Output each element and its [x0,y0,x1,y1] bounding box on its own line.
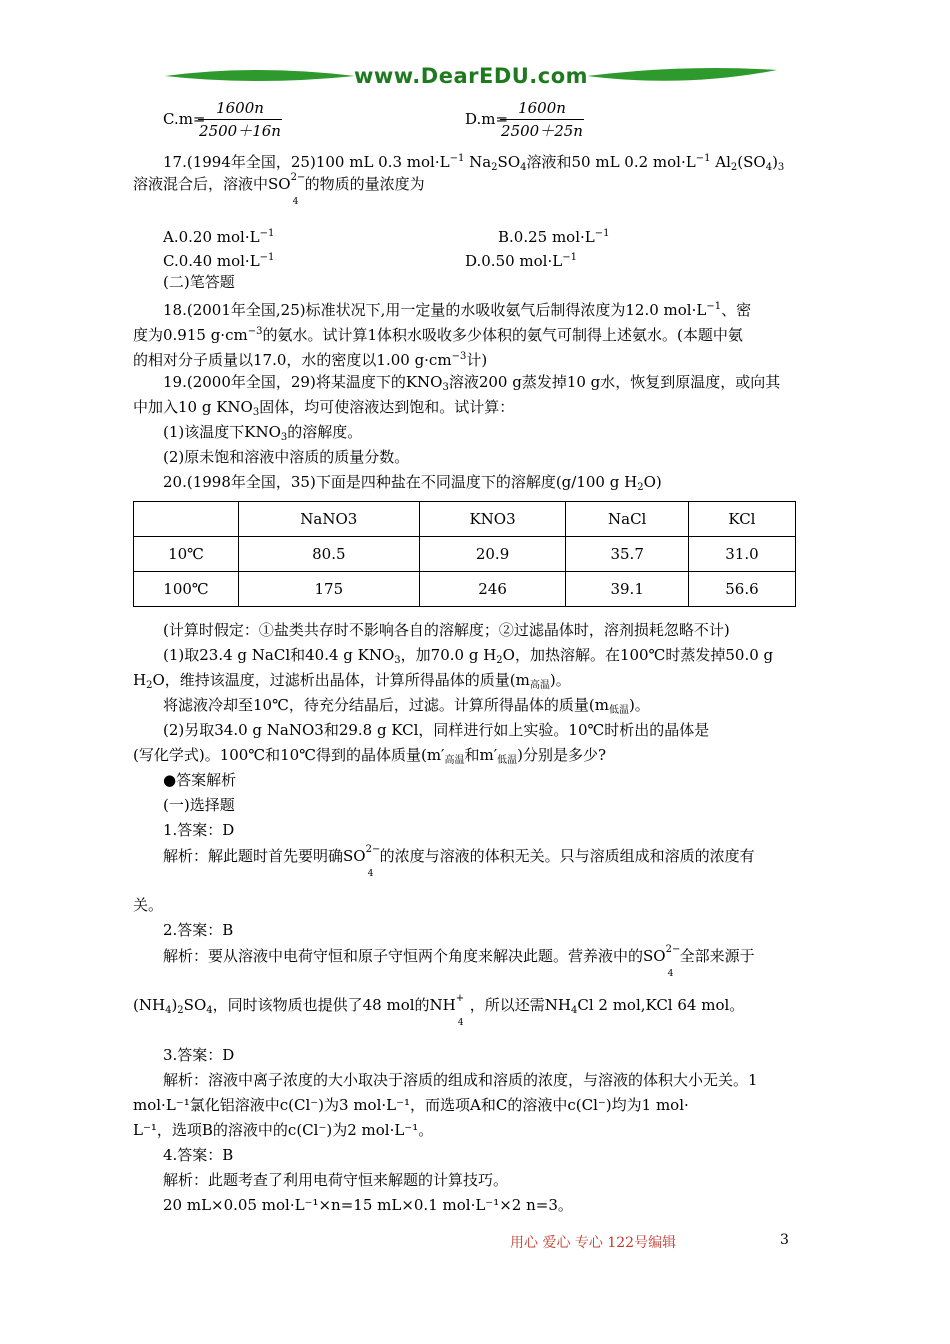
site-title[interactable]: www.DearEDU.com [353,64,589,88]
table-cell: 80.5 [239,537,420,572]
table-row [134,537,796,572]
option-c-label: C.m= [163,110,206,128]
footer-text: 用心 爱心 专心 122号编辑 [510,1235,677,1251]
answer-1: 1.答案：D [163,821,235,839]
q20-part2-line2: (写化学式)。100℃和10℃得到的晶体质量($m'_{高温}$和$m'_{低温}$)分别是多少? [133,746,607,766]
answer-3: 3.答案：D [163,1046,235,1064]
table-header-cell: KNO3 [419,502,566,537]
section-written-heading: (二)笔答题 [163,273,235,291]
table-cell: 246 [419,572,566,607]
solubility-table [133,501,796,607]
q20-part1-line3: 将滤液冷却至10℃，待充分结晶后，过滤。计算所得晶体的质量$(m_{低温})$。 [163,696,650,716]
option-c-fraction: 1600n 2500＋16n [199,99,281,140]
answer-2: 2.答案：B [163,921,234,939]
table-cell: 31.0 [688,537,795,572]
answer-4-explanation-2: 20 mL×0.05 mol·L⁻¹×n=15 mL×0.1 mol·L⁻¹×2 n=3。 [163,1196,573,1214]
table-header-cell: KCl [688,502,795,537]
q20-assumption: (计算时假定：①盐类共存时不影响各自的溶解度；②过滤晶体时，溶剂损耗忽略不计) [163,621,730,639]
option-d-label: D.m= [465,110,509,128]
table-header-cell: NaCl [566,502,688,537]
q18-line1: 18.(2001年全国,25)标准状况下,用一定量的水吸收氨气后制得浓度为12.0 $mol\cdot L^{-1}$、密 [163,301,752,319]
table-header-cell [134,502,239,537]
q20-title: 20.(1998年全国，35)下面是四种盐在不同温度下的溶解度(g/100 g $H_2O$) [163,473,662,493]
option-d-fraction: 1600n 2500＋25n [501,99,583,140]
answer-1-explanation: 解析：解此题时首先要明确SO 2− 4 的浓度与溶液的体积无关。只与溶质组成和溶质的浓度有 [163,844,755,879]
q19-part2: (2)原未饱和溶液中溶质的质量分数。 [163,448,410,466]
q19-line1: 19.(2000年全国，29)将某温度下的$KNO_3$溶液200 g蒸发掉10 g水，恢复到原温度，或向其 [163,373,781,393]
answer-4-explanation-1: 解析：此题考查了利用电荷守恒来解题的计算技巧。 [163,1171,509,1189]
q17-option-a: A.0.20 $mol\cdot L^{-1}$ [163,228,275,246]
q18-line2: 度为0.915 $g\cdot cm^{-3}$的氨水。试计算1体积水吸收多少体积的氨气可制得上述氨水。(本题中氨 [133,326,743,344]
table-cell: 39.1 [566,572,688,607]
table-cell: 56.6 [688,572,795,607]
q17-line1: 17.(1994年全国，25)100 mL 0.3 $mol\cdot L^{-1}$ $Na_2SO_4$溶液和50 mL 0.2 $mol\cdot L^{-1}$ $Al_2(SO_4)_3$ [163,153,785,173]
site-header [165,62,777,96]
table-cell: 100℃ [134,572,239,607]
answers-heading: ●答案解析 [163,771,237,789]
answers-section1: (一)选择题 [163,796,235,814]
answer-3-explanation-3: L⁻¹，选项B的溶液中的c(Cl⁻)为2 mol·L⁻¹。 [133,1121,434,1139]
q17-option-c: C.0.40 $mol\cdot L^{-1}$ [163,252,275,270]
q20-part1-line2: $H_2O$，维持该温度，过滤析出晶体，计算所得晶体的质量$(m_{高温})$。 [133,671,571,691]
answer-2-explanation-cont: $(NH_4)_2SO_4$，同时该物质也提供了48 mol的NH + 4 ，所以还需$NH_4Cl$ 2 mol,KCl 64 mol。 [133,993,745,1028]
answer-2-explanation: 解析：要从溶液中电荷守恒和原子守恒两个角度来解决此题。营养液中的SO 2− 4 全部来源于 [163,944,755,979]
q17-option-b: B.0.25 $mol\cdot L^{-1}$ [498,228,610,246]
q18-line3: 的相对分子质量以17.0，水的密度以1.00 $g\cdot cm^{-3}$计) [133,351,488,369]
q20-part1-line1: (1)取23.4 g NaCl和40.4 g $KNO_3$，加70.0 g $H_2O$，加热溶解。在100℃时蒸发掉50.0 g [163,646,774,666]
q17-line2: 溶液混合后，溶液中SO 2− 4 的物质的量浓度为 [133,172,425,207]
table-row [134,572,796,607]
table-cell: 20.9 [419,537,566,572]
table-cell: 175 [239,572,420,607]
answer-3-explanation-1: 解析：溶液中离子浓度的大小取决于溶质的组成和溶质的浓度，与溶液的体积大小无关。1 [163,1071,758,1089]
answer-1-explanation-cont: 关。 [133,896,164,914]
page-number: 3 [780,1232,789,1248]
q17-option-d: D.0.50 $mol\cdot L^{-1}$ [465,252,577,270]
table-cell: 35.7 [566,537,688,572]
q19-part1: (1)该温度下$KNO_3$的溶解度。 [163,423,363,443]
answer-4: 4.答案：B [163,1146,234,1164]
table-header-row [134,502,796,537]
q20-part2-line1: (2)另取34.0 g NaNO3和29.8 g KCl，同样进行如上实验。10℃时析出的晶体是 [163,721,710,739]
q19-line2: 中加入10 g $KNO_3$固体，均可使溶液达到饱和。试计算： [133,398,515,418]
table-header-cell: NaNO3 [239,502,420,537]
table-cell: 10℃ [134,537,239,572]
answer-3-explanation-2: mol·L⁻¹氯化铝溶液中c(Cl⁻)为3 mol·L⁻¹，而选项A和C的溶液中c(Cl⁻)均为1 mol· [133,1096,689,1114]
